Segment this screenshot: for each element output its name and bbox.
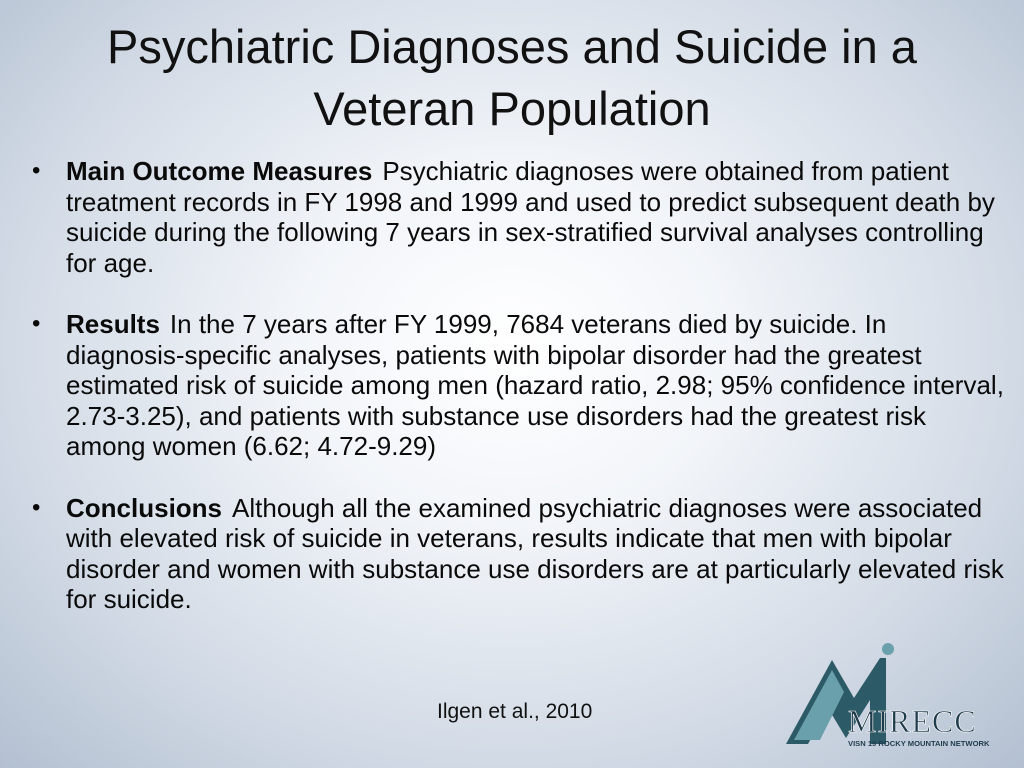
slide-title: Psychiatric Diagnoses and Suicide in a Veteran Population bbox=[107, 20, 917, 135]
logo-mountain-light bbox=[794, 670, 844, 740]
bullet-dot: • bbox=[32, 493, 41, 521]
logo-wordmark: MIRECC bbox=[848, 703, 977, 739]
bullet-list bbox=[26, 156, 1006, 615]
logo-dot bbox=[882, 643, 894, 655]
bullet-body bbox=[66, 309, 1006, 462]
bullet-results bbox=[26, 309, 1006, 462]
bullet-text: Psychiatric diagnoses were obtained from patient treatment records in FY 1998 and 1999 and used to predict subsequent death by suicide during the following 7 years in sex-stratified survival analyses controlling for age. bbox=[66, 156, 995, 278]
bullet-body bbox=[66, 156, 1006, 278]
bullet-main-outcome bbox=[26, 156, 1006, 278]
bullet-text: Although all the examined psychiatric diagnoses were associated with elevated risk of suicide in veterans, results indicate that men with bipolar disorder and women with substance use disorders are at particularly elevated risk for suicide. bbox=[66, 492, 1004, 614]
bullet-dot: • bbox=[32, 310, 41, 337]
bullet-heading: Main Outcome Measures bbox=[66, 156, 373, 186]
logo-tagline: VISN 19 ROCKY MOUNTAIN NETWORK bbox=[848, 739, 990, 748]
bullet-conclusions bbox=[26, 493, 1006, 615]
bullet-heading: Conclusions bbox=[66, 492, 223, 523]
citation: Ilgen et al., 2010 bbox=[437, 700, 593, 723]
mirecc-logo bbox=[784, 640, 996, 754]
bullet-dot: • bbox=[32, 157, 41, 184]
bullet-text: In the 7 years after FY 1999, 7684 veterans died by suicide. In diagnosis-specific analyses, patients with bipolar disorder had the greatest estimated risk of suicide among men (hazard ratio, 2.98; 95% confidence interval, 2.73-3.25), and patients with substance use disorders had the greatest risk among women (6.62; 4.72-9.29) bbox=[66, 309, 1004, 461]
bullet-heading: Results bbox=[66, 309, 160, 339]
bullet-body bbox=[66, 493, 1006, 615]
